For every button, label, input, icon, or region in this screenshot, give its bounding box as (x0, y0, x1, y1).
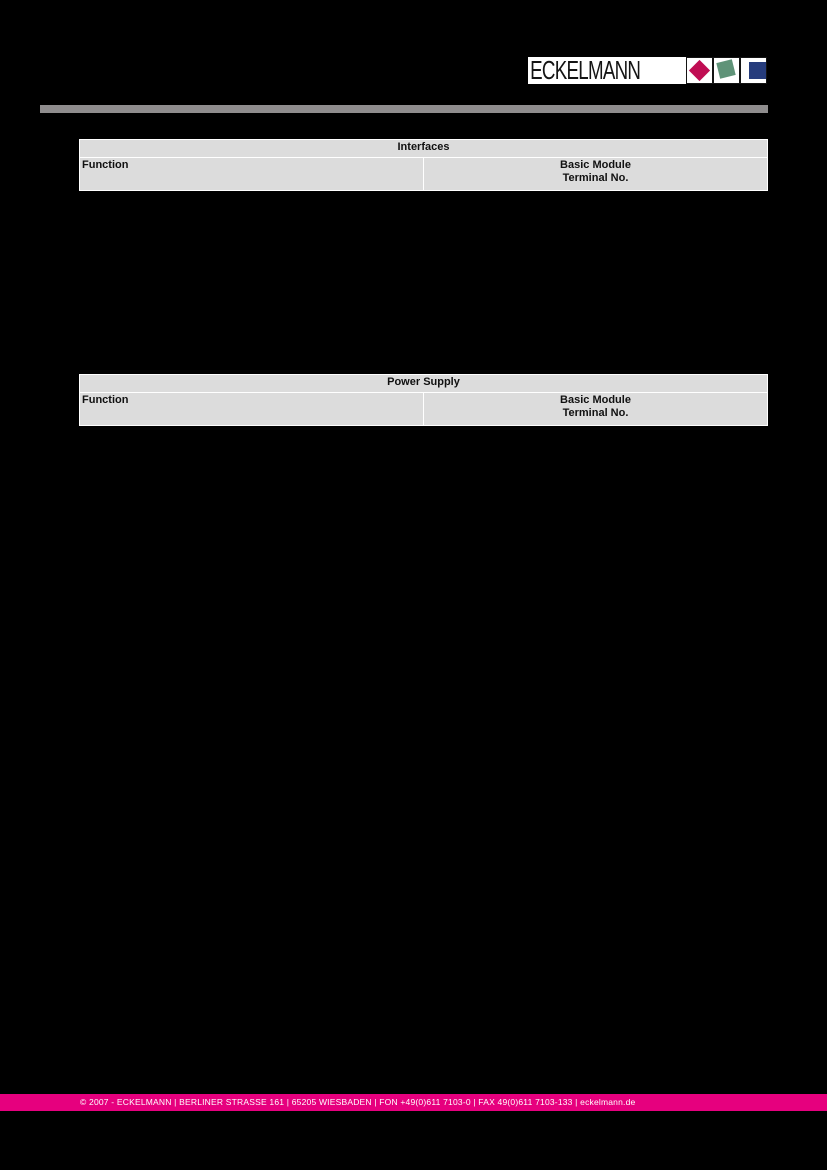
power-supply-function-header-cell: Function (80, 393, 423, 425)
power-supply-table (79, 374, 768, 426)
footer-bar (0, 1094, 827, 1111)
logo-wordmark (528, 57, 686, 84)
footer-text: © 2007 - ECKELMANN | BERLINER STRASSE 161 | 65205 WIESBADEN | FON +49(0)611 7103-0 | FAX 49(0)611 7103-133 | eckelmann.de (80, 1097, 636, 1107)
interfaces-table (79, 139, 768, 191)
interfaces-table-title: Interfaces (80, 140, 767, 157)
terminal-header-line1: Basic Module (560, 394, 631, 406)
terminal-header-line2: Terminal No. (562, 172, 629, 184)
table-row (80, 393, 767, 425)
logo-tile-magenta (686, 57, 713, 84)
power-supply-table-title: Power Supply (80, 375, 767, 392)
logo-tile-green (713, 57, 740, 84)
terminal-header-line1: Basic Module (560, 159, 631, 171)
blue-square-icon (749, 62, 766, 79)
magenta-diamond-icon (689, 60, 710, 81)
interfaces-function-header-cell: Function (80, 158, 423, 190)
interfaces-terminal-header-cell (424, 158, 767, 190)
table-row (80, 140, 767, 157)
eckelmann-logo (528, 57, 768, 84)
header-divider-bar (40, 105, 768, 113)
table-row (80, 158, 767, 190)
green-square-icon (716, 59, 735, 78)
logo-tile-blue (740, 57, 767, 84)
terminal-header-line2: Terminal No. (562, 407, 629, 419)
logo-wordmark-text: ECKELMANN (530, 57, 641, 84)
power-supply-terminal-header-cell (424, 393, 767, 425)
table-row (80, 375, 767, 392)
